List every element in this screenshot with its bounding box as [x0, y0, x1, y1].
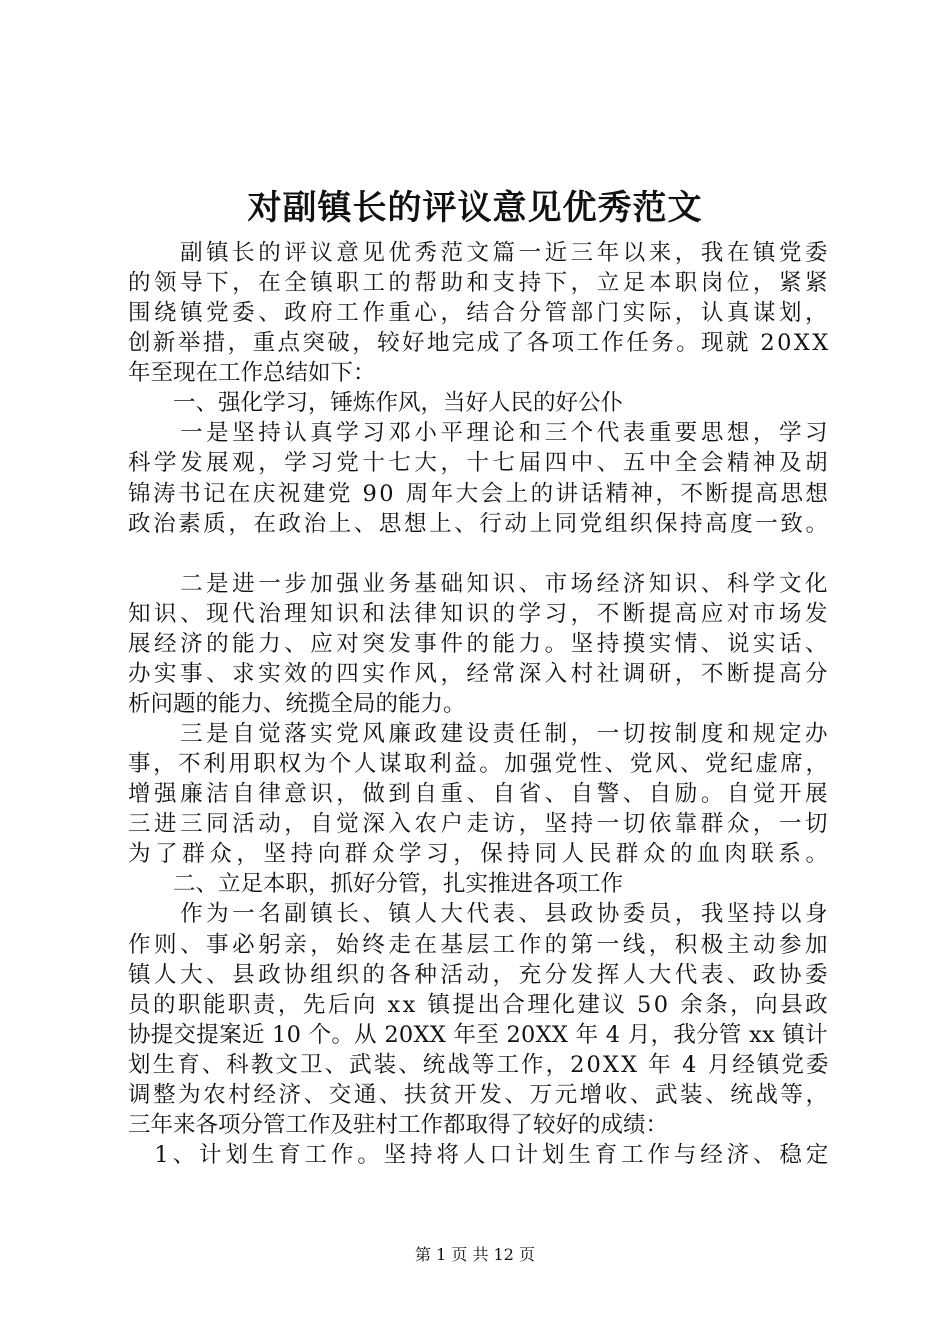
text-line: 办实事、求实效的四实作风，经常深入村社调研，不断提高分 — [128, 661, 832, 687]
text-line: 科学发展观，学习党十七大，十七届四中、五中全会精神及胡 — [128, 450, 832, 476]
text-line: 析问题的能力、统揽全局的能力。 — [128, 691, 466, 717]
text-line: 知识、现代治理知识和法律知识的学习，不断提高应对市场发 — [128, 601, 832, 627]
text-line: 展经济的能力、应对突发事件的能力。坚持摸实情、说实话、 — [128, 631, 832, 657]
text-line: 调整为农村经济、交通、扶贫开发、万元增收、武装、统战等， — [128, 1082, 831, 1108]
text-line: 一是坚持认真学习邓小平理论和三个代表重要思想，学习 — [128, 420, 832, 446]
text-line: 三年来各项分管工作及驻村工作都取得了较好的成绩： — [128, 1112, 669, 1138]
text-line: 为了群众，坚持向群众学习，保持同人民群众的血肉联系。 — [128, 841, 833, 867]
document-title: 对副镇长的评议意见优秀范文 — [247, 188, 703, 228]
text-line: 1、计划生育工作。坚持将人口计划生育工作与经济、稳定 — [128, 1142, 833, 1168]
text-line: 创新举措，重点突破，较好地完成了各项工作任务。现就 20XX — [128, 330, 831, 356]
text-line: 的领导下，在全镇职工的帮助和支持下，立足本职岗位，紧紧 — [128, 270, 832, 296]
section-heading: 一、强化学习，锤炼作风，当好人民的好公仆 — [128, 390, 624, 416]
text-line: 协提交提案近 10 个。从 20XX 年至 20XX 年 4 月，我分管 xx 镇计 — [128, 1022, 828, 1048]
text-line: 作为一名副镇长、镇人大代表、县政协委员，我坚持以身 — [128, 901, 832, 927]
section-heading: 二、立足本职，抓好分管，扎实推进各项工作 — [128, 871, 624, 897]
text-line: 划生育、科教文卫、武装、统战等工作，20XX 年 4 月经镇党委 — [128, 1052, 831, 1078]
text-line: 员的职能职责，先后向 xx 镇提出合理化建议 50 余条，向县政 — [128, 992, 831, 1018]
text-line: 政治素质，在政治上、思想上、行动上同党组织保持高度一致。 — [128, 511, 831, 537]
text-line: 镇人大、县政协组织的各种活动，充分发挥人大代表、政协委 — [128, 962, 832, 988]
text-line: 增强廉洁自律意识，做到自重、自省、自警、自励。自觉开展 — [128, 781, 832, 807]
text-line: 事，不利用职权为个人谋取利益。加强党性、党风、党纪虚席， — [128, 751, 831, 777]
text-line: 二是进一步加强业务基础知识、市场经济知识、科学文化 — [128, 571, 832, 597]
text-line: 锦涛书记在庆祝建党 90 周年大会上的讲话精神，不断提高思想 — [128, 481, 831, 507]
text-line: 围绕镇党委、政府工作重心，结合分管部门实际，认真谋划， — [128, 300, 832, 326]
text-line: 三是自觉落实党风廉政建设责任制，一切按制度和规定办 — [128, 721, 832, 747]
page-footer: 第 1 页 共 12 页 — [415, 1245, 535, 1264]
text-line: 副镇长的评议意见优秀范文篇一近三年以来，我在镇党委 — [128, 240, 832, 266]
text-line: 三进三同活动，自觉深入农户走访，坚持一切依靠群众，一切 — [128, 811, 832, 837]
text-line: 年至现在工作总结如下： — [128, 360, 376, 386]
text-line: 作则、事必躬亲，始终走在基层工作的第一线，积极主动参加 — [128, 932, 832, 958]
